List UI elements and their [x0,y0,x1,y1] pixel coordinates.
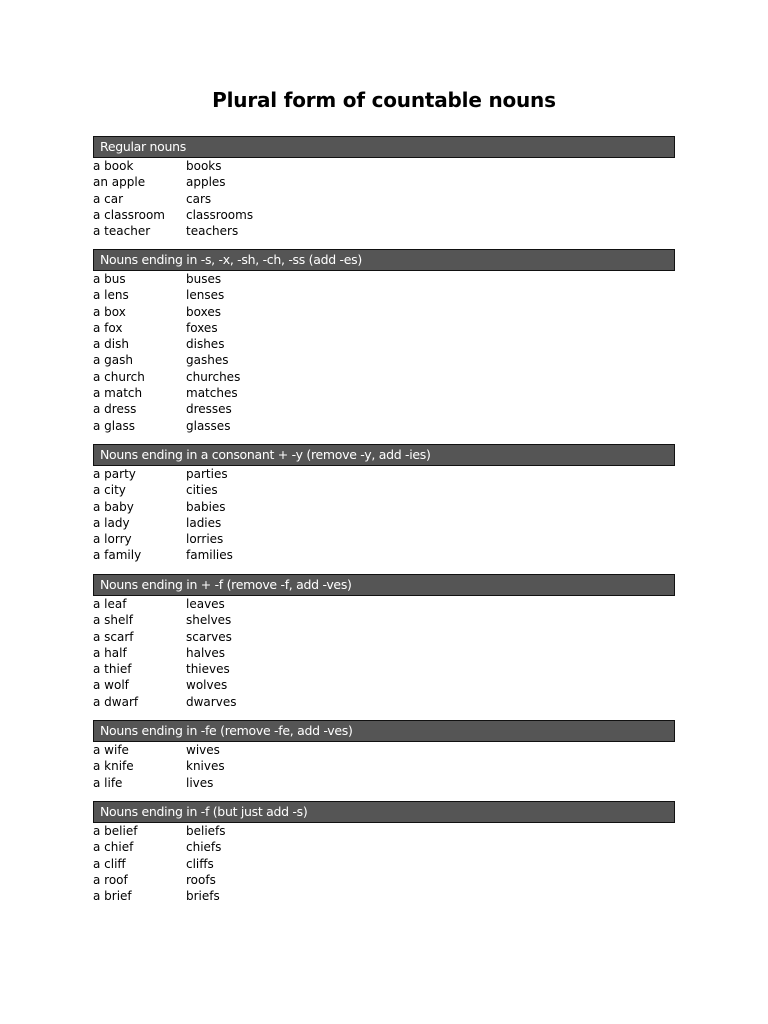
singular-form: a leaf [93,597,127,611]
plural-form: parties [186,467,228,481]
plural-form: churches [186,369,241,384]
plural-form: thieves [186,662,230,677]
noun-row [93,515,675,531]
noun-list [93,158,675,239]
noun-row [93,661,675,677]
singular-form: a box [93,304,126,319]
singular-form: a dwarf [93,694,139,709]
noun-row [93,677,675,693]
noun-row [93,839,675,855]
plural-form: knives [186,759,225,774]
singular-form: a brief [93,889,132,904]
noun-row [93,191,675,207]
noun-row [93,694,675,710]
noun-row [93,418,675,434]
singular-form: a cliff [93,856,126,871]
singular-form: a classroom [93,207,165,222]
plural-form: matches [186,386,238,401]
plural-form: books [186,159,222,173]
noun-row [93,775,675,791]
section-header: Nouns ending in + -f (remove -f, add -ves) [93,574,675,596]
singular-form: a book [93,159,134,173]
plural-form: apples [186,175,226,190]
plural-form: halves [186,645,226,660]
section-header: Nouns ending in -fe (remove -fe, add -ves) [93,720,675,742]
noun-row [93,223,675,239]
plural-form: beliefs [186,824,226,838]
section-header: Nouns ending in a consonant + -y (remove -y, add -ies) [93,444,675,466]
plural-form: cliffs [186,856,214,871]
noun-row [93,596,675,612]
noun-row [93,207,675,223]
noun-row [93,369,675,385]
noun-section [93,136,675,239]
plural-form: shelves [186,613,232,628]
noun-section [93,801,675,904]
noun-row [93,320,675,336]
singular-form: a knife [93,759,134,774]
noun-list [93,742,675,791]
singular-form: a fox [93,320,123,335]
singular-form: a belief [93,824,138,838]
plural-form: lives [186,775,214,790]
plural-form: chiefs [186,840,222,855]
noun-row [93,758,675,774]
plural-form: dwarves [186,694,237,709]
singular-form: a family [93,548,142,563]
singular-form: a thief [93,662,132,677]
plural-form: buses [186,272,222,286]
noun-row [93,271,675,287]
plural-form: boxes [186,304,221,319]
noun-row [93,287,675,303]
plural-form: leaves [186,597,225,611]
plural-form: lenses [186,288,225,303]
noun-row [93,304,675,320]
plural-form: teachers [186,224,239,239]
noun-list [93,466,675,564]
noun-section [93,249,675,434]
noun-row [93,629,675,645]
noun-row [93,888,675,904]
singular-form: a bus [93,272,126,286]
singular-form: a match [93,386,143,401]
noun-row [93,612,675,628]
singular-form: a baby [93,499,134,514]
singular-form: a dish [93,337,129,352]
noun-row [93,482,675,498]
plural-form: classrooms [186,207,254,222]
noun-section [93,720,675,791]
noun-list [93,823,675,904]
noun-section [93,574,675,710]
noun-row [93,174,675,190]
noun-row [93,531,675,547]
plural-form: roofs [186,872,216,887]
noun-row [93,856,675,872]
singular-form: a shelf [93,613,133,628]
plural-form: families [186,548,233,563]
singular-form: a party [93,467,136,481]
singular-form: a church [93,369,145,384]
singular-form: a roof [93,872,128,887]
singular-form: a half [93,645,127,660]
plural-form: babies [186,499,226,514]
singular-form: a city [93,483,126,498]
singular-form: an apple [93,175,146,190]
singular-form: a life [93,775,123,790]
noun-list [93,596,675,710]
section-header: Nouns ending in -f (but just add -s) [93,801,675,823]
plural-form: foxes [186,320,218,335]
noun-row [93,499,675,515]
page-title: Plural form of countable nouns [212,88,556,112]
singular-form: a lorry [93,532,132,547]
noun-row [93,385,675,401]
singular-form: a scarf [93,629,134,644]
plural-form: ladies [186,515,222,530]
noun-list [93,271,675,434]
noun-row [93,401,675,417]
plural-form: briefs [186,889,220,904]
plural-form: cars [186,191,212,206]
singular-form: a wife [93,743,129,757]
noun-section [93,444,675,564]
plural-form: wolves [186,678,228,693]
singular-form: a chief [93,840,134,855]
singular-form: a car [93,191,124,206]
singular-form: a dress [93,402,137,417]
noun-row [93,645,675,661]
singular-form: a lens [93,288,129,303]
noun-row [93,742,675,758]
noun-row [93,336,675,352]
singular-form: a gash [93,353,133,368]
singular-form: a teacher [93,224,151,239]
plural-form: wives [186,743,220,757]
noun-row [93,823,675,839]
noun-row [93,872,675,888]
plural-form: scarves [186,629,232,644]
noun-row [93,352,675,368]
section-header: Nouns ending in -s, -x, -sh, -ch, -ss (add -es) [93,249,675,271]
plural-form: dresses [186,402,232,417]
noun-row [93,466,675,482]
plural-form: dishes [186,337,225,352]
singular-form: a wolf [93,678,129,693]
plural-form: glasses [186,418,231,433]
singular-form: a glass [93,418,135,433]
singular-form: a lady [93,515,130,530]
noun-row [93,158,675,174]
plural-form: cities [186,483,218,498]
plural-form: lorries [186,532,224,547]
plural-form: gashes [186,353,229,368]
noun-row [93,547,675,563]
section-header: Regular nouns [93,136,675,158]
